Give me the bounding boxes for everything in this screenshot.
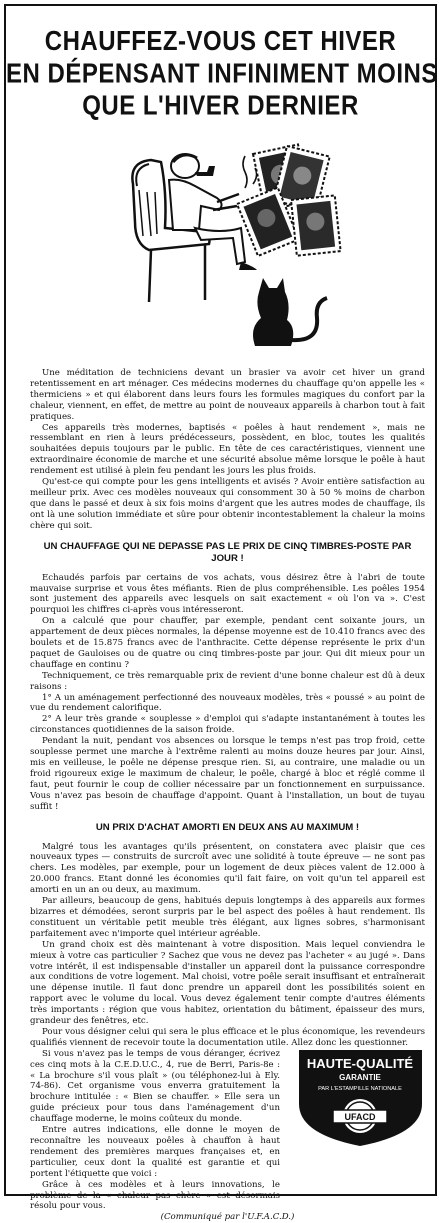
credit-line: (Communiqué par l'U.F.A.C.D.): [160, 1212, 295, 1223]
headline-line-2: EN DÉPENSANT INFINIMENT MOINS: [6, 58, 438, 90]
section1-paragraph-1: Echaudés parfois par certains de vos achats, vous désirez être à l'abri de toute mauvaise surprise et vous êtes méfiants. Rien de plus compréhensible. Les poêles 1954 sont justement des appareils avec lesquels on sait exactement « où l'on va ». C'est pourquoi les chiffres ci-après vous intéresseront.: [30, 572, 425, 616]
headline: [6, 26, 438, 123]
subheading-cinq-timbres: UN CHAUFFAGE QUI NE DEPASSE PAS LE PRIX DE CINQ TIMBRES-POSTE PAR JOUR !: [43, 540, 412, 564]
advertisement-page: [4, 4, 438, 1223]
section3-paragraph-2: Entre autres indications, elle donne le moyen de reconnaître les nouveaux poêles à chauffon à haut rendement des premières marques françaises et, en particulier, ceux dont la qualité est garantie et qui portent l'étiquette que voici :: [30, 1125, 280, 1179]
section1-paragraph-5: 2° A leur très grande « souplesse » d'emploi qui s'adapte instantanément à toutes les circonstances quotidiennes de la saison froide.: [30, 714, 425, 736]
section3-paragraph-1: Si vous n'avez pas le temps de vous déranger, écrivez ces cinq mots à la C.E.D.U.C., 4, rue de Berri, Paris-8e : « La brochure s'il vous plaît » (ou téléphonez-lui à Ely. 74-86). Cet organisme vous enverra gratuitement la brochure intitulée : « Bien se chauffer. » Elle sera un guide précieux pour tous dans l'aménagement d'un chauffage moderne, le moins coûteux du monde.: [30, 1048, 280, 1125]
haute-qualite-badge: [297, 1048, 424, 1148]
section2-paragraph-2: Par ailleurs, beaucoup de gens, habitués depuis longtemps à des appareils aux formes bizarres et démodées, seront surpris par le bel aspect des poêles à haut rendement. Ils constituent un véritable petit meuble très élégant, aux lignes sobres, s'harmonisant parfaitement avec n'importe quel intérieur agréable.: [30, 896, 425, 939]
intro-paragraph-2: Ces appareils très modernes, baptisés « poêles à haut rendement », mais ne ressemblant en rien à leurs prédécesseurs, possèdent, en bloc, toutes les qualités souhaitées depuis toujours par le public. En tête de ces caractéristiques, viennent une extraordinaire économie de marche et une sécurité absolue même lorsque le poêle à haut rendement est utilisé à plein feu pendant les jours les plus froids.: [30, 422, 425, 477]
badge-garantie: GARANTIE: [339, 1073, 381, 1082]
subheading-prix-achat: UN PRIX D'ACHAT AMORTI EN DEUX ANS AU MAXIMUM !: [95, 821, 360, 833]
section1-paragraph-2: On a calculé que pour chauffer, par exemple, pendant cent soixante jours, un appartement de deux pièces normales, la dépense moyenne est de 10.410 francs avec des boulets et de 15.875 francs avec de l'anthracite. Cette dépense représente le prix d'un paquet de Gauloises ou de quatre ou cinq timbres-poste par jour. Qui dit mieux pour un chauffage en continu ?: [30, 616, 425, 670]
intro-paragraph-3: Qu'est-ce qui compte pour les gens intelligents et avisés ? Avoir entière satisfaction au meilleur prix. Avec ces modèles nouveaux qui consomment 30 à 50 % moins de charbon que dans le passé et deux à six fois moins d'argent que les autres modes de chauffage, ils ont là une solution immédiate et sûre pour obtenir incontestablement la chaleur la moins chère qui soit.: [30, 477, 425, 531]
illustration-man-stamps-cat: [121, 132, 341, 364]
badge-title: HAUTE-QUALITÉ: [306, 1056, 414, 1071]
closing-column: [30, 1049, 280, 1213]
badge-estampille: PAR L'ESTAMPILLE NATIONALE: [318, 1086, 402, 1092]
intro-paragraph-1: Une méditation de techniciens devant un brasier va avoir cet hiver un grand retentissement en art ménager. Ces médecins modernes du chauffage qu'on appelle les « thermiciens » et qui élaborent dans leurs fours les formules magiques du confort par la chaleur, viennent, en effet, de mettre au point de nouveaux appareils à charbon tout à fait pratiques.: [30, 368, 425, 422]
logo-text: UFACD: [344, 1112, 376, 1122]
section2-paragraph-3: Un grand choix est dès maintenant à votre disposition. Mais lequel conviendra le mieux à votre cas particulier ? Sachez que vous ne devez pas l'acheter « au jugé ». Dans votre intérêt, il est indispensable d'installer un appareil dont la puissance correspondre aux conditions de votre logement. Mal choisi, votre poêle serait insuffisant et entraînerait une dépense inutile. Il faut donc prendre un appareil dont les possibilités soient en rapport avec le volume du local. Vous devez également tenir compte d'autres éléments très importants : région que vous habitez, orientation du bâtiment, épaisseur des murs, grandeur des fenêtres, etc.: [30, 939, 425, 1027]
section1-paragraph-6: Pendant la nuit, pendant vos absences ou lorsque le temps n'est pas trop froid, cette souplesse permet une marche à l'extrême ralenti au moins douze heures par jour. Ainsi, mis en veilleuse, le poêle ne dépense presque rien. Si, au contraire, une maladie ou un froid rigoureux exige le maximum de chaleur, le poêle, chargé à bloc et réglé comme il faut, peut fournir le coup de collier nécessaire par un fonctionnement en surpuissance. Vous n'avez pas besoin de chauffage d'appoint. Quant à l'installation, un bout de tuyau suffit !: [30, 736, 425, 812]
headline-line-1: CHAUFFEZ-VOUS CET HIVER: [44, 26, 397, 58]
section1-paragraph-4: 1° A un aménagement perfectionné des nouveaux modèles, très « poussé » au point de vue du rendement calorifique.: [30, 692, 425, 714]
section2-paragraph-4: Pour vous désigner celui qui sera le plus efficace et le plus économique, les revendeurs qualifiés viennent de recevoir toute la documentation utile. Allez donc les questionner.: [30, 1026, 425, 1048]
section3-paragraph-3: Grâce à ces modèles et à leurs innovations, le problème de la « chaleur pas chère » est désormais résolu pour vous.: [30, 1179, 280, 1212]
headline-line-3: QUE L'HIVER DERNIER: [82, 90, 359, 122]
section2-paragraph-1: Malgré tous les avantages qu'ils présentent, on constatera avec plaisir que ces nouveaux types — construits de surcroît avec une solidité à toute épreuve — ne sont pas chers. Les modèles, par exemple, pour un logement de deux pièces valent de 12.000 à 20.000 francs. Etant donné les économies qu'il fait faire, on voit qu'un tel appareil est amorti en un an ou deux, au maximum.: [30, 841, 425, 896]
section1-paragraph-3: Techniquement, ce très remarquable prix de revient d'une bonne chaleur est dû à deux raisons :: [30, 670, 425, 692]
